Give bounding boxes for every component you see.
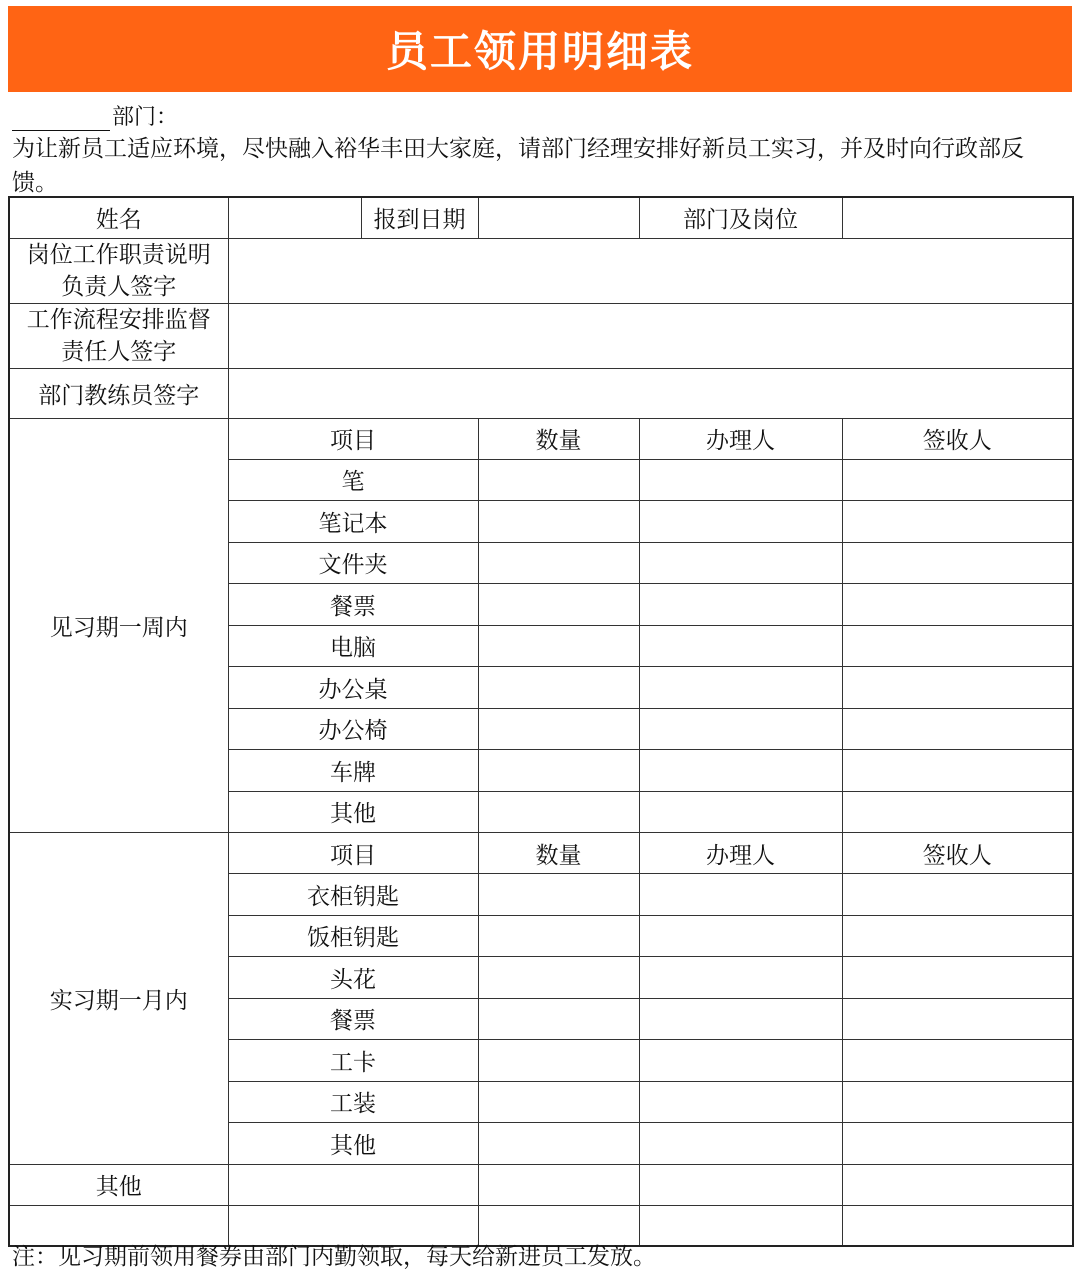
quantity-cell[interactable] (478, 750, 639, 792)
other-label: 其他 (9, 1164, 228, 1205)
receiver-cell[interactable] (842, 1081, 1073, 1123)
flow-signature-field[interactable] (228, 303, 1073, 368)
quantity-cell[interactable] (478, 1123, 639, 1165)
handler-cell[interactable] (639, 998, 842, 1040)
quantity-cell[interactable] (478, 459, 639, 501)
other-quantity-cell[interactable] (478, 1164, 639, 1205)
item-name: 衣柜钥匙 (228, 874, 478, 916)
blank-receiver-cell[interactable] (842, 1205, 1073, 1246)
flow-signature-row (9, 303, 1073, 368)
handler-cell[interactable] (639, 708, 842, 750)
column-header-handler: 办理人 (639, 418, 842, 459)
other-row (9, 1164, 1073, 1205)
name-label: 姓名 (9, 197, 228, 238)
column-header-item: 项目 (228, 833, 478, 874)
report-date-label: 报到日期 (361, 197, 478, 238)
header-row (9, 197, 1073, 238)
department-label: 部门： (112, 105, 179, 130)
receiver-cell[interactable] (842, 750, 1073, 792)
duty-signature-label (9, 238, 228, 303)
handler-cell[interactable] (639, 791, 842, 833)
quantity-cell[interactable] (478, 998, 639, 1040)
flow-signature-label (9, 303, 228, 368)
dept-position-label: 部门及岗位 (639, 197, 842, 238)
duty-signature-label-line1: 岗位工作职责说明 (26, 241, 211, 268)
duty-signature-row (9, 238, 1073, 303)
footnote: 注：见习期前领用餐券由部门内勤领取，每天给新进员工发放。 (12, 1244, 656, 1270)
quantity-cell[interactable] (478, 667, 639, 709)
quantity-cell[interactable] (478, 625, 639, 667)
item-name: 办公椅 (228, 708, 478, 750)
duty-signature-field[interactable] (228, 238, 1073, 303)
coach-signature-label: 部门教练员签字 (9, 368, 228, 418)
receiver-cell[interactable] (842, 708, 1073, 750)
receiver-cell[interactable] (842, 667, 1073, 709)
quantity-cell[interactable] (478, 957, 639, 999)
other-item-cell[interactable] (228, 1164, 478, 1205)
handler-cell[interactable] (639, 957, 842, 999)
blank-handler-cell[interactable] (639, 1205, 842, 1246)
receiver-cell[interactable] (842, 1040, 1073, 1082)
column-header-receiver: 签收人 (842, 418, 1073, 459)
item-name: 工卡 (228, 1040, 478, 1082)
coach-signature-field[interactable] (228, 368, 1073, 418)
report-date-field[interactable] (478, 197, 639, 238)
quantity-cell[interactable] (478, 501, 639, 543)
quantity-cell[interactable] (478, 874, 639, 916)
receiver-cell[interactable] (842, 915, 1073, 957)
handler-cell[interactable] (639, 542, 842, 584)
handler-cell[interactable] (639, 915, 842, 957)
week-section-label: 见习期一周内 (9, 418, 228, 833)
item-name: 其他 (228, 1123, 478, 1165)
item-name: 餐票 (228, 998, 478, 1040)
column-header-quantity: 数量 (478, 418, 639, 459)
handler-cell[interactable] (639, 667, 842, 709)
page-title: 员工领用明细表 (385, 27, 694, 76)
handler-cell[interactable] (639, 584, 842, 626)
handler-cell[interactable] (639, 1081, 842, 1123)
intro-text: 为让新员工适应环境，尽快融入裕华丰田大家庭，请部门经理安排好新员工实习，并及时向行政部反馈。 (12, 136, 1024, 196)
item-name: 餐票 (228, 584, 478, 626)
name-field[interactable] (228, 197, 361, 238)
receiver-cell[interactable] (842, 501, 1073, 543)
quantity-cell[interactable] (478, 542, 639, 584)
receiver-cell[interactable] (842, 1123, 1073, 1165)
item-name: 文件夹 (228, 542, 478, 584)
handler-cell[interactable] (639, 1040, 842, 1082)
department-line (12, 99, 178, 131)
quantity-cell[interactable] (478, 1081, 639, 1123)
item-name: 车牌 (228, 750, 478, 792)
receiver-cell[interactable] (842, 998, 1073, 1040)
item-name: 办公桌 (228, 667, 478, 709)
item-name: 工装 (228, 1081, 478, 1123)
duty-signature-label-line2: 负责人签字 (61, 273, 177, 300)
receiver-cell[interactable] (842, 584, 1073, 626)
dept-position-field[interactable] (842, 197, 1073, 238)
requisition-table (8, 196, 1074, 1247)
handler-cell[interactable] (639, 874, 842, 916)
handler-cell[interactable] (639, 1123, 842, 1165)
title-banner (8, 6, 1072, 92)
column-header-quantity: 数量 (478, 833, 639, 874)
item-name: 笔记本 (228, 501, 478, 543)
coach-signature-row (9, 368, 1073, 418)
item-name: 头花 (228, 957, 478, 999)
receiver-cell[interactable] (842, 625, 1073, 667)
handler-cell[interactable] (639, 501, 842, 543)
item-name: 其他 (228, 791, 478, 833)
other-handler-cell[interactable] (639, 1164, 842, 1205)
receiver-cell[interactable] (842, 957, 1073, 999)
other-receiver-cell[interactable] (842, 1164, 1073, 1205)
item-name: 电脑 (228, 625, 478, 667)
quantity-cell[interactable] (478, 584, 639, 626)
department-blank-field[interactable] (12, 105, 110, 131)
receiver-cell[interactable] (842, 791, 1073, 833)
quantity-cell[interactable] (478, 791, 639, 833)
receiver-cell[interactable] (842, 459, 1073, 501)
week-column-header-row (9, 418, 1073, 459)
receiver-cell[interactable] (842, 542, 1073, 584)
flow-signature-label-line2: 责任人签字 (61, 338, 177, 365)
receiver-cell[interactable] (842, 874, 1073, 916)
column-header-handler: 办理人 (639, 833, 842, 874)
column-header-item: 项目 (228, 418, 478, 459)
item-name: 笔 (228, 459, 478, 501)
month-column-header-row (9, 833, 1073, 874)
handler-cell[interactable] (639, 459, 842, 501)
month-section-label: 实习期一月内 (9, 833, 228, 1165)
handler-cell[interactable] (639, 750, 842, 792)
item-name: 饭柜钥匙 (228, 915, 478, 957)
quantity-cell[interactable] (478, 1040, 639, 1082)
column-header-receiver: 签收人 (842, 833, 1073, 874)
quantity-cell[interactable] (478, 915, 639, 957)
quantity-cell[interactable] (478, 708, 639, 750)
flow-signature-label-line1: 工作流程安排监督 (26, 306, 211, 333)
handler-cell[interactable] (639, 625, 842, 667)
